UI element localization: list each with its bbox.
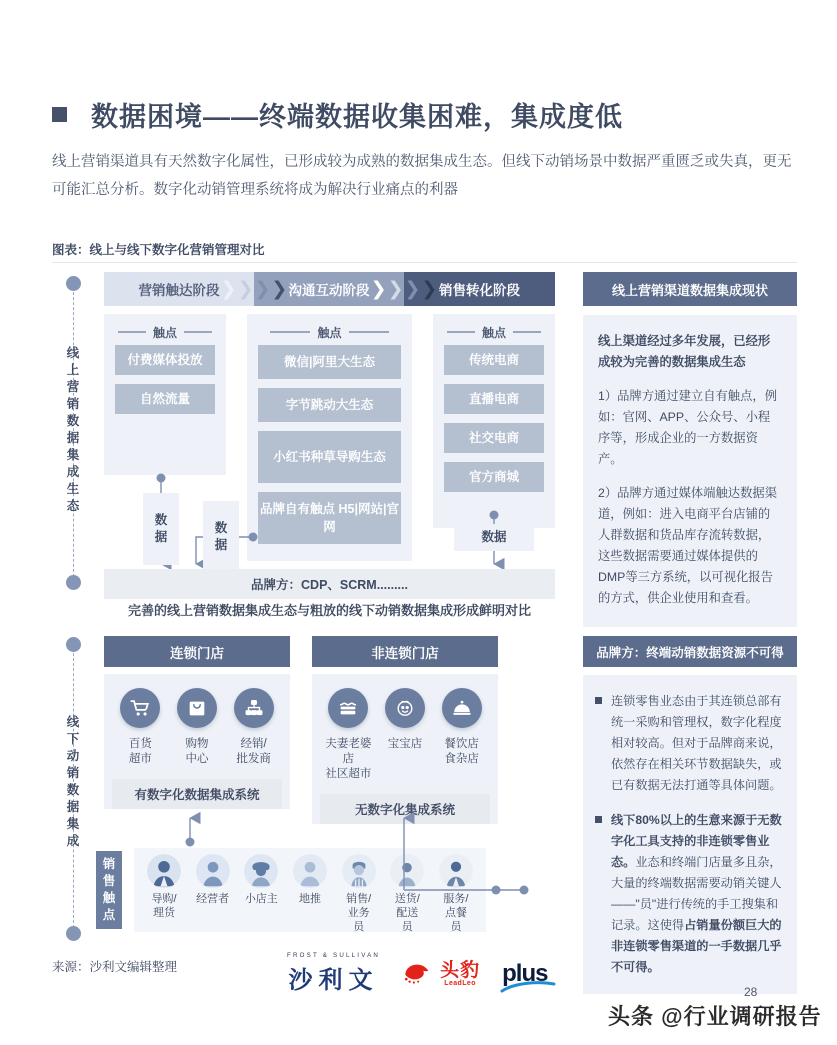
leadleo-logo-cn: 头豹 — [440, 959, 481, 981]
sales-person-strip — [134, 848, 486, 932]
store-icon-cell — [112, 688, 168, 767]
baby-face-icon — [385, 688, 425, 728]
bullet-square-icon — [595, 697, 602, 704]
person-avatar-icon — [293, 854, 327, 888]
person-avatar-icon — [196, 854, 230, 888]
shopping-cart-icon — [120, 688, 160, 728]
stage-bar-1: 营销触达阶段 — [104, 272, 254, 306]
figure-caption: 图表：线上与线下数字化营销管理对比 — [52, 243, 265, 257]
lede-paragraph: 线上营销渠道具有天然数字化属性，已形成较为成熟的数据集成生态。但线下动销场景中数据严重匮乏或失真，更无可能汇总分析。数字化动销管理系统将成为解决行业痛点的利器 — [52, 154, 792, 198]
online-status-panel — [583, 272, 797, 627]
top-axis-dot-end — [66, 575, 81, 590]
sales-touchpoint-label: 销 售 触 点 — [96, 851, 122, 929]
store-icon-caption: 购物 中心 — [185, 738, 209, 765]
store-icon-caption: 夫妻老婆店 社区超市 — [325, 738, 372, 780]
store-group-body — [104, 674, 290, 809]
brand-pain-panel-header: 品牌方：终端动销数据资源不可得 — [583, 636, 797, 667]
touchpoint-label: 触点 — [481, 325, 506, 340]
store-icon-caption: 百货 超市 — [128, 738, 152, 765]
panel-paragraph: 线上渠道经过多年发展，已经形成较为完善的数据集成生态 — [598, 334, 771, 369]
chevron-right-icon-2: ❯ ❯ ❯ ❯ — [370, 278, 438, 300]
store-system-label: 有数字化数据集成系统 — [112, 779, 282, 809]
store-icon-caption: 宝宝店 — [387, 738, 423, 750]
page-title — [52, 95, 623, 134]
bullet-text-rich — [611, 810, 783, 978]
store-icon-cell — [377, 688, 433, 752]
store-system-label: 无数字化集成系统 — [320, 794, 490, 824]
middle-comparison-caption: 完善的线上营销数据集成生态与粗放的线下动销数据集成形成鲜明对比 — [127, 603, 531, 618]
person-avatar-icon — [390, 854, 424, 888]
online-ecosystem-diagram — [104, 272, 555, 592]
store-group-body — [312, 674, 498, 824]
stage-bar-2: 沟通互动阶段 — [254, 272, 404, 306]
brand-pain-panel-body — [583, 675, 797, 994]
leadleo-logo — [402, 961, 480, 987]
person-caption: 地推 — [298, 893, 321, 905]
frost-sullivan-logo-cn: 沙利文 — [288, 967, 379, 994]
offline-ecosystem-diagram — [104, 636, 555, 936]
bottom-axis-label: 线 下 动 销 数 据 集 成 — [66, 715, 80, 848]
store-icon-row — [112, 688, 282, 767]
source-note: 来源：沙利文编辑整理 — [52, 960, 178, 974]
watermark: 头条 @行业调研报告 — [608, 1004, 822, 1029]
person-avatar-icon — [147, 854, 181, 888]
brand-pain-panel — [583, 636, 797, 994]
bullet-bold-suffix: 占销量份额巨大的非连锁零售渠道的一手数据几乎不可得。 — [611, 918, 782, 974]
store-group-header: 连锁门店 — [104, 636, 290, 667]
panel-paragraph: 2）品牌方通过媒体端触达数据渠道，例如：进入电商平台店铺的人群数据和货品库存流转数据，这些数据需要通过媒体提供的DMP等三方系统，以可视化报告的方式，供企业使用和查看。 — [598, 486, 777, 605]
touchpoint-label: 触点 — [317, 325, 342, 340]
bullet-text: 连锁零售业态由于其连锁总部有统一采购和管理权，数字化程度相对较高。但对于品牌商来说，依然存在相关环节数据缺失，或已有数据无法打通等具体问题。 — [611, 694, 782, 792]
leadleo-logo-text — [440, 961, 480, 987]
person-caption: 服务/ 点餐 员 — [443, 893, 469, 933]
convenience-store-icon — [328, 688, 368, 728]
store-icon-row — [320, 688, 490, 782]
divider-line — [447, 331, 475, 333]
stage-bar-3: 销售转化阶段 — [404, 272, 555, 306]
person-caption: 销售/ 业务 员 — [346, 893, 372, 933]
chip-item: 小红书种草导购生态 — [258, 431, 401, 483]
bullet-list-item — [595, 810, 783, 978]
bullet-bold-prefix: 线下80%以上的生意来源于无数字化工具支持的非连锁零售业态。 — [611, 813, 782, 869]
store-icon-caption: 餐饮店 食杂店 — [444, 738, 479, 765]
chip-item: 品牌自有触点 H5|网站|官网 — [258, 492, 401, 544]
shopping-bag-icon — [177, 688, 217, 728]
top-axis-dot-start — [66, 276, 81, 291]
chevron-right-icon-1: ❯ ❯ ❯ ❯ — [220, 278, 288, 300]
distribution-network-icon — [234, 688, 274, 728]
touchpoint-label: 触点 — [152, 325, 177, 340]
chip-item: 直播电商 — [444, 384, 544, 414]
divider-line — [270, 331, 310, 333]
chip-item: 社交电商 — [444, 423, 544, 453]
stage-column-3 — [433, 314, 555, 528]
person-caption: 送货/ 配送 员 — [394, 893, 420, 933]
stage-column-2 — [247, 314, 412, 561]
bullet-plain-text: 业态和终端门店量多且杂，大量的终端数据需要动销关键人——"员"进行传统的手工搜集和记录。这使得 — [611, 855, 782, 932]
food-cloche-icon — [442, 688, 482, 728]
store-group-nonchain — [312, 636, 498, 824]
footer-logos — [287, 952, 547, 995]
chip-item: 微信|阿里大生态 — [258, 345, 401, 379]
person-avatar-icon — [244, 854, 278, 888]
chip-item: 自然流量 — [115, 384, 215, 414]
divider-line — [184, 331, 212, 333]
header-divider — [52, 262, 797, 263]
store-group-chain — [104, 636, 290, 809]
frost-sullivan-logo-en: FROST & SULLIVAN — [287, 952, 381, 959]
data-box: 数 据 — [143, 493, 179, 565]
sales-person-cell — [288, 854, 332, 934]
store-icon-cell — [226, 688, 282, 767]
sales-person-cell — [239, 854, 283, 934]
plus-logo-text: plus — [502, 959, 548, 987]
sales-person-cell — [142, 854, 186, 934]
chip-item: 付费媒体投放 — [115, 345, 215, 375]
data-box: 数据 — [454, 524, 534, 551]
plus-logo — [502, 960, 547, 988]
title-bullet-icon — [52, 107, 67, 122]
bottom-axis-dot-start — [66, 637, 81, 652]
divider-line — [513, 331, 541, 333]
leopard-head-icon — [402, 961, 436, 987]
divider-line — [118, 331, 146, 333]
store-icon-cell — [434, 688, 490, 767]
sales-person-cell — [337, 854, 381, 934]
bullet-list-item — [595, 691, 783, 796]
chip-item: 传统电商 — [444, 345, 544, 375]
bottom-axis-dot-end — [66, 926, 81, 941]
data-box: 数 据 — [203, 501, 239, 573]
brand-side-bar: 品牌方：CDP、SCRM......... — [104, 569, 555, 599]
panel-paragraph: 1）品牌方通过建立自有触点，例如：官网、APP、公众号、小程序等，形成企业的一方数据资产。 — [598, 389, 777, 466]
person-caption: 经营者 — [196, 893, 230, 905]
person-caption: 导购/ 理货 — [151, 893, 177, 919]
chip-item: 字节跳动大生态 — [258, 388, 401, 422]
divider-line — [349, 331, 389, 333]
frost-sullivan-logo — [287, 952, 380, 995]
person-caption: 小店主 — [244, 893, 278, 905]
sales-person-cell — [385, 854, 429, 934]
touchpoint-header-1 — [104, 319, 226, 345]
leadleo-logo-en: LeadLeo — [444, 979, 476, 987]
chip-item: 官方商城 — [444, 462, 544, 492]
top-axis-label: 线 上 营 销 数 据 集 成 生 态 — [66, 346, 80, 513]
person-avatar-icon — [439, 854, 473, 888]
page-title-text: 数据困境——终端数据收集困难，集成度低 — [91, 102, 623, 132]
stage-column-1 — [104, 314, 226, 475]
store-icon-caption: 经销/ 批发商 — [236, 738, 271, 765]
online-status-panel-header: 线上营销渠道数据集成现状 — [583, 272, 797, 306]
plus-logo-swoosh-icon — [500, 981, 556, 993]
sales-person-row — [134, 848, 486, 934]
store-group-header: 非连锁门店 — [312, 636, 498, 667]
sales-person-cell — [434, 854, 478, 934]
touchpoint-header-3 — [433, 319, 555, 345]
sales-person-cell — [191, 854, 235, 934]
person-avatar-icon — [342, 854, 376, 888]
page-number: 28 — [744, 985, 758, 999]
store-icon-cell — [320, 688, 376, 782]
bullet-square-icon — [595, 816, 602, 823]
touchpoint-header-2 — [247, 319, 412, 345]
store-icon-cell — [169, 688, 225, 767]
online-status-panel-body — [583, 315, 797, 627]
